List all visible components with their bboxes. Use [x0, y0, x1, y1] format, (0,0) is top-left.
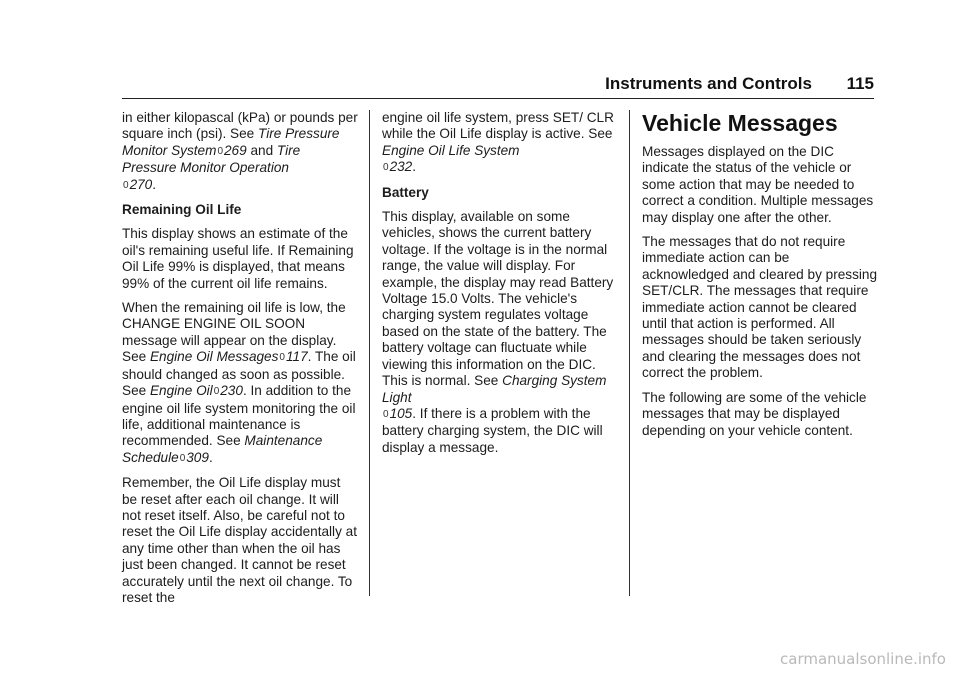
cross-reference-link[interactable]: Charging System Light 0105	[382, 373, 607, 421]
page-header	[122, 70, 874, 99]
paragraph: Messages displayed on the DIC indicate the status of the vehicle or some action that may be needed to correct a condition. Multiple messages may display one after the other.	[642, 144, 874, 225]
column-divider	[629, 110, 630, 596]
cross-reference-link[interactable]: Engine Oil Messages0117	[149, 349, 308, 365]
text: . If there is a problem with the battery charging system, the DIC will display a message.	[382, 405, 603, 455]
text: .	[152, 176, 157, 192]
text: .	[208, 449, 213, 465]
text: . In addition to the engine oil life system monitoring the oil life, additional maintenance is recommended. See	[122, 383, 356, 449]
paragraph	[122, 110, 358, 194]
paragraph: Remember, the Oil Life display must be reset after each oil change. It will not reset itself. Also, be careful not to reset the Oil Life display accidentally at any time other than when the oil has just been changed. It cannot be reset accurately until the next oil change. To reset the	[122, 475, 357, 605]
reference-arrow-icon: 0	[383, 408, 389, 420]
text: and	[246, 142, 277, 158]
reference-arrow-icon: 0	[179, 452, 186, 464]
reference-arrow-icon: 0	[217, 145, 223, 157]
text: engine oil life system, press SET/ CLR while the Oil Life display is active. See	[382, 110, 614, 142]
column-3	[642, 110, 878, 447]
text: This display, available on some vehicles, shows the current battery voltage. If the voltage is in the normal range, the value will display. For example, the display may read Battery Voltage 15.0 Volts. The vehicle's charging system regulates voltage based on the state of the battery. The battery voltage can fluctuate while viewing this information on the DIC. This is normal. See	[382, 209, 614, 389]
cross-reference-link[interactable]: Engine Oil0230	[149, 383, 243, 399]
paragraph	[382, 209, 618, 456]
reference-arrow-icon: 0	[279, 352, 285, 364]
text: When the remaining oil life is low, the CHANGE ENGINE OIL SOON message will appear on the display. See	[122, 300, 346, 365]
reference-arrow-icon: 0	[383, 162, 389, 174]
text: . The oil should changed as soon as possible. See	[122, 349, 356, 399]
paragraph	[382, 110, 618, 177]
paragraph: The messages that do not require immediate action can be acknowledged and cleared by pressing SET/CLR. The messages that require immediate action cannot be cleared until that action is performed. All messages should be taken seriously and clearing the messages does not correct the problem.	[642, 234, 878, 381]
page-number: 115	[846, 74, 874, 93]
column-2	[382, 110, 618, 464]
watermark: carmanualsonline.info	[780, 650, 946, 668]
paragraph: The following are some of the vehicle messages that may be displayed depending on your vehicle content.	[642, 389, 867, 438]
paragraph: This display shows an estimate of the oil's remaining useful life. If Remaining Oil Life 99% is displayed, that means 99% of the current oil life remains.	[122, 226, 354, 291]
text: .	[412, 159, 417, 175]
reference-arrow-icon: 0	[123, 179, 129, 191]
column-divider	[369, 110, 370, 596]
cross-reference-link[interactable]: Maintenance Schedule0309	[122, 433, 323, 465]
text: in either kilopascal (kPa) or pounds per square inch (psi). See	[122, 110, 358, 142]
section-heading: Vehicle Messages	[642, 110, 838, 136]
cross-reference-link[interactable]: Tire Pressure Monitor Operation 0270	[122, 142, 301, 192]
column-1	[122, 110, 358, 614]
subheading: Battery	[382, 184, 429, 200]
paragraph	[122, 300, 358, 467]
reference-arrow-icon: 0	[213, 386, 220, 398]
section-title: Instruments and Controls	[605, 74, 812, 93]
cross-reference-link[interactable]: Tire Pressure Monitor System0269	[122, 126, 340, 158]
cross-reference-link[interactable]: Engine Oil Life System 0232	[382, 142, 520, 175]
subheading: Remaining Oil Life	[122, 202, 242, 218]
